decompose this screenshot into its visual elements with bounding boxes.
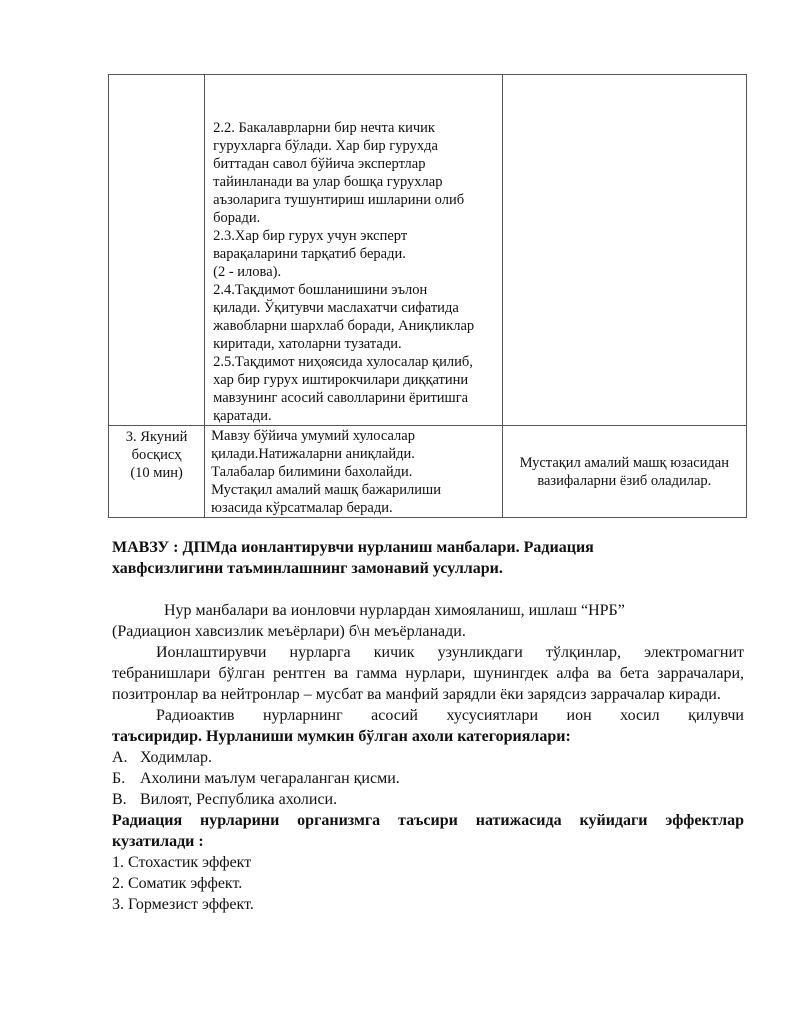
cell-line: 2.2. Бакалаврларни бир нечта кичик [213, 120, 435, 136]
cell-line: биттадан савол бўйича экспертлар [213, 156, 426, 172]
list-marker: Б. [112, 770, 126, 787]
stage-cell [109, 426, 205, 518]
student-activity-cell [502, 426, 746, 518]
list-item-text: Вилоят, Республика ахолиси. [140, 791, 338, 808]
cell-line: Талабалар билимини бахолайди. [211, 464, 413, 480]
paragraph-text: Нур манбалари ва ионловчи нурлардан химояланиш, ишлаш “НРБ” [164, 602, 625, 619]
paragraph-radiation-sources [112, 600, 744, 642]
cell-line: 2.5.Тақдимот ниҳоясида хулосалар қилиб, [213, 354, 473, 370]
list-marker: А. [112, 749, 128, 766]
list-item: 1. Стохастик эффект [112, 854, 252, 871]
cell-line: юзасида кўрсатмалар беради. [211, 500, 393, 516]
cell-line: Мавзу бўйича умумий хулосалар [211, 428, 415, 444]
cell-line: (2 - илова). [213, 264, 282, 280]
cell-line: хар бир гурух иштирокчилари диққатини [213, 372, 469, 388]
stage-cell [109, 75, 205, 426]
cell-line: аъзоларига тушунтириш ишларини олиб [213, 192, 465, 208]
cell-line: Мустақил амалий машқ юзасидан [519, 454, 729, 471]
table-row [109, 426, 747, 518]
teacher-activity-cell [205, 426, 502, 518]
paragraph-text: (Радиацион хавсизлик меъёрлари) б\н меъёрланади. [112, 623, 466, 640]
cell-line: қилади. Ўқитувчи маслахатчи сифатида [213, 300, 459, 316]
paragraph-text: Радиоактив нурларнинг асосий хусусиятлари ион хосил қилувчи [156, 707, 744, 724]
lesson-plan-table [108, 74, 747, 518]
teacher-activity-cell [205, 75, 502, 426]
cell-line: (10 мин) [130, 465, 183, 481]
categories-heading: таъсиридир. Нурланиши мумкин бўлган ахоли категориялари: [112, 728, 571, 745]
paragraph-ionizing-radiation: Ионлаштирувчи нурларга кичик узунликдаги тўлқинлар, электромагнит тебранишлари бўлган рентген ва гамма нурлари, шунингдек алфа ва бета заррачалари, позитронлар ва нейтронлар – мусбат ва манфий зарядли ёки зарядсиз заррачалар киради. [112, 644, 744, 703]
cell-line: 3. Якуний [125, 429, 188, 445]
effects-heading: Радиация нурларини организмга таъсири натижасида куйидаги эффектлар кузатилади : [112, 812, 744, 850]
topic-heading [112, 537, 752, 579]
list-item [112, 768, 744, 789]
list-item: 2. Соматик эффект. [112, 875, 243, 892]
list-item [112, 747, 744, 768]
cell-line: боради. [213, 210, 261, 226]
list-item-text: Ахолини маълум чегараланган қисми. [140, 770, 400, 787]
teacher-activity-text [205, 75, 501, 425]
topic-heading-line: МАВЗУ : ДПМда ионлантирувчи нурланиш манбалари. Радиация [112, 539, 594, 556]
population-categories-list [112, 747, 744, 810]
cell-line: гурухларга бўлади. Хар бир гурухда [213, 138, 438, 154]
list-item-text: Ходимлар. [140, 749, 212, 766]
cell-line: жавобларни шархлаб боради, Аниқликлар [213, 318, 475, 334]
table-row [109, 75, 747, 426]
cell-line: босқисҳ [131, 447, 182, 463]
cell-line: тайинланади ва улар бошқа гурухлар [213, 174, 443, 190]
list-item: 3. Гормезист эффект. [112, 896, 254, 913]
topic-heading-line: хавфсизлигини таъминлашнинг замонавий усуллари. [112, 560, 503, 577]
student-activity-text [503, 454, 746, 490]
list-item [112, 789, 744, 810]
cell-line: 2.3.Хар бир гурух учун эксперт [213, 228, 408, 244]
teacher-activity-text [205, 426, 501, 517]
paragraph-properties [112, 705, 744, 726]
effects-list [112, 852, 744, 915]
cell-line: 2.4.Тақдимот бошланишини эълон [213, 282, 428, 298]
cell-line: Мустақил амалий машқ бажарилиши [211, 482, 441, 498]
cell-line: вазифаларни ёзиб оладилар. [537, 472, 712, 489]
cell-line: киритади, хатоларни тузатади. [213, 336, 402, 352]
document-body [112, 600, 744, 915]
cell-line: қаратади. [213, 408, 272, 424]
cell-line: варақаларини тарқатиб беради. [213, 246, 406, 262]
cell-line: қилади.Натижаларни аниқлайди. [211, 446, 415, 462]
list-marker: В. [112, 791, 127, 808]
student-activity-cell [502, 75, 746, 426]
cell-line: мавзунинг асосий саволларини ёритишга [213, 390, 469, 406]
stage-label [109, 428, 204, 482]
